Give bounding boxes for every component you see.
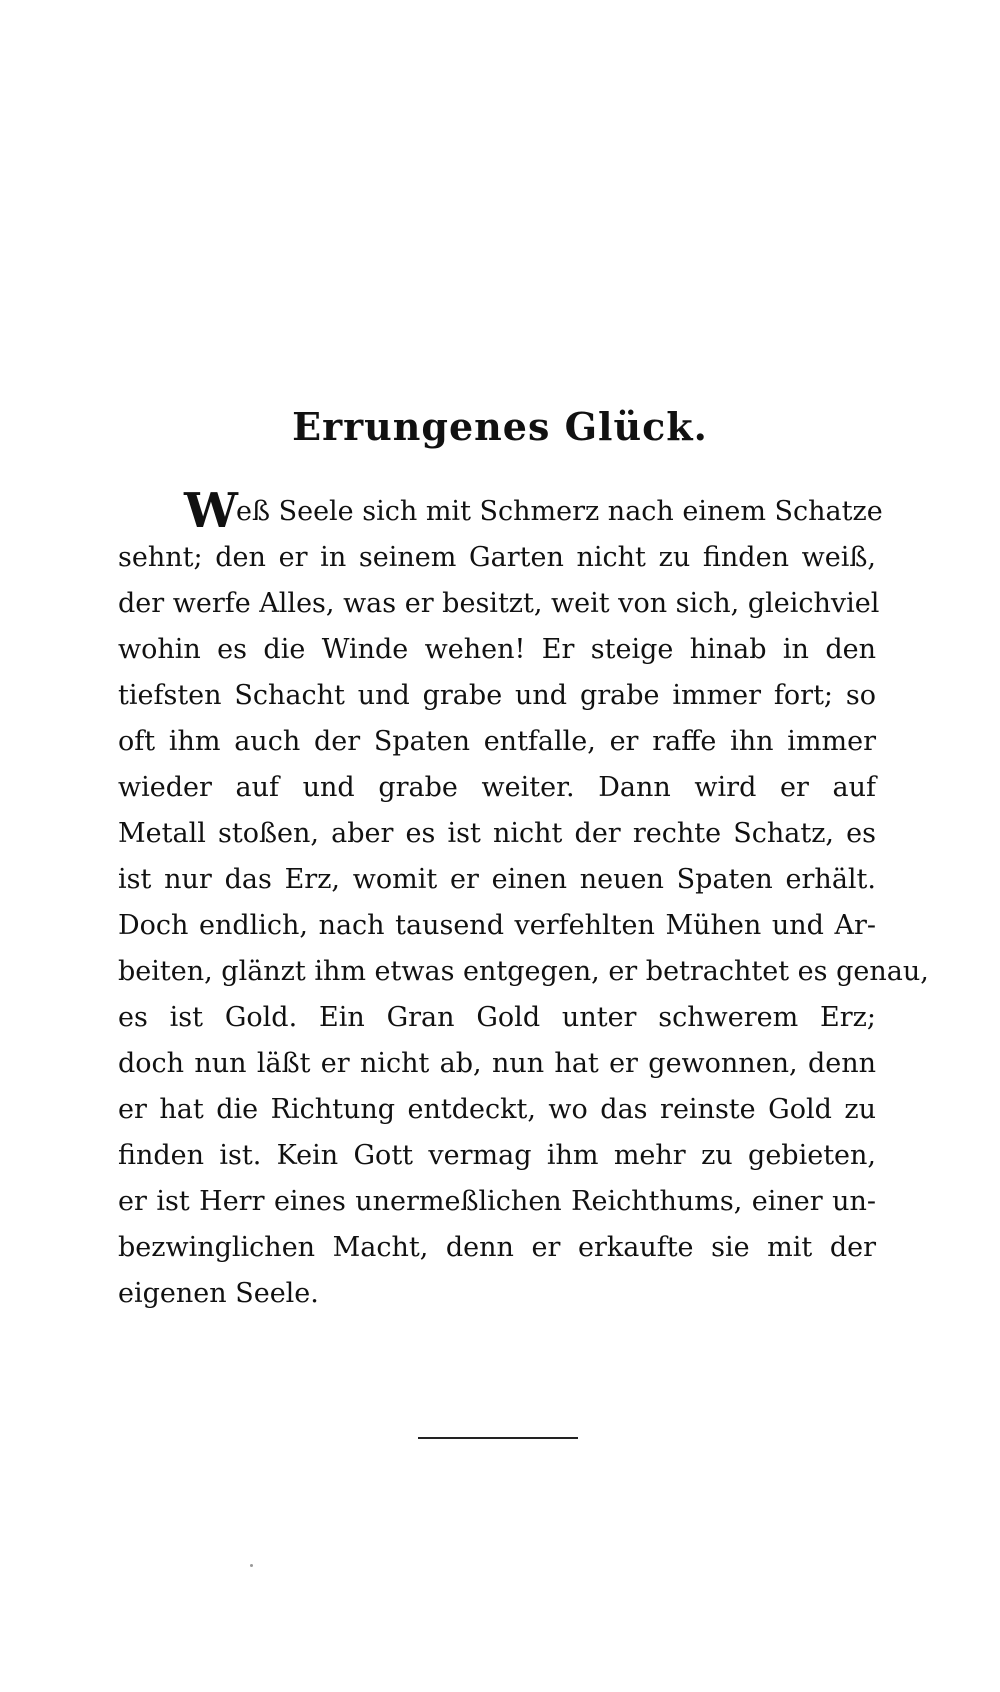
text-line: tiefsten Schacht und grabe und grabe immer fort; so <box>118 680 876 711</box>
text-line: er ist Herr eines unermeßlichen Reichthums, einer un- <box>118 1186 876 1217</box>
text-line: Metall stoßen, aber es ist nicht der rechte Schatz, es <box>118 818 876 849</box>
section-divider <box>418 1437 578 1439</box>
text-line: es ist Gold. Ein Gran Gold unter schwerem Erz; <box>118 1002 876 1033</box>
text-line: bezwinglichen Macht, denn er erkaufte sie mit der <box>118 1232 876 1263</box>
text-line: sehnt; den er in seinem Garten nicht zu finden weiß, <box>118 542 876 573</box>
body-paragraph <box>118 483 929 1317</box>
text-line: wieder auf und grabe weiter. Dann wird er auf <box>118 772 876 803</box>
page-title: Errungenes Glück. <box>292 404 708 449</box>
paper-speck <box>250 1564 253 1567</box>
text-line: Doch endlich, nach tausend verfehlten Mühen und Ar- <box>118 910 876 941</box>
text-line: er hat die Richtung entdeckt, wo das reinste Gold zu <box>118 1094 876 1125</box>
text-line: der werfe Alles, was er besitzt, weit von sich, gleichviel <box>118 588 880 619</box>
drop-cap: W <box>184 483 238 539</box>
text-line: beiten, glänzt ihm etwas entgegen, er betrachtet es genau, <box>118 956 929 987</box>
text-line: ist nur das Erz, womit er einen neuen Spaten erhält. <box>118 864 876 895</box>
text-line: wohin es die Winde wehen! Er steige hinab in den <box>118 634 876 665</box>
text-line-content: eß Seele sich mit Schmerz nach einem Schatze <box>236 496 883 527</box>
text-line: doch nun läßt er nicht ab, nun hat er gewonnen, denn <box>118 1048 876 1079</box>
text-line-last: eigenen Seele. <box>118 1278 319 1309</box>
text-line <box>118 483 883 539</box>
text-line: finden ist. Kein Gott vermag ihm mehr zu gebieten, <box>118 1140 876 1171</box>
text-line: oft ihm auch der Spaten entfalle, er raffe ihn immer <box>118 726 876 757</box>
